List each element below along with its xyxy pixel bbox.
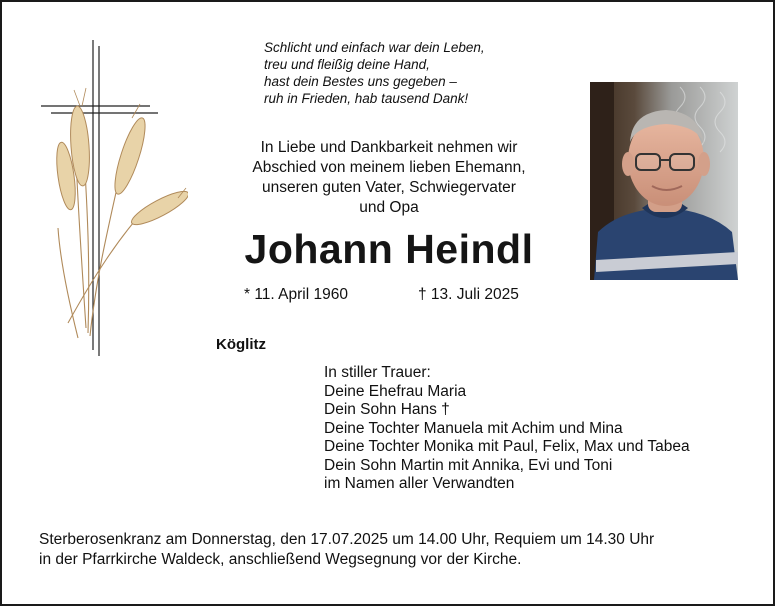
- mourners-line: In stiller Trauer:: [324, 364, 431, 381]
- intro-line: In Liebe und Dankbarkeit nehmen wir: [260, 139, 518, 156]
- mourners-list: [324, 364, 690, 494]
- poem-line: hast dein Bestes uns gegeben –: [264, 74, 457, 89]
- death-date: † 13. Juli 2025: [418, 286, 519, 303]
- deceased-name: Johann Heindl: [244, 226, 534, 272]
- portrait-photo: [590, 82, 738, 280]
- mourners-line: Deine Tochter Manuela mit Achim und Mina: [324, 419, 623, 437]
- poem-line: ruh in Frieden, hab tausend Dank!: [264, 91, 469, 106]
- intro-line: und Opa: [359, 199, 419, 216]
- poem-line: treu und fleißig deine Hand,: [264, 57, 430, 72]
- cross-with-wheat-icon: [38, 38, 188, 358]
- portrait-image: [590, 82, 738, 280]
- footer-line: Sterberosenkranz am Donnerstag, den 17.07.2025 um 14.00 Uhr, Requiem um 14.30 Uhr: [39, 531, 655, 548]
- mourners-line: Dein Sohn Martin mit Annika, Evi und Toni: [324, 456, 613, 474]
- mourners-line: Dein Sohn Hans †: [324, 401, 450, 418]
- birth-date: * 11. April 1960: [244, 286, 348, 303]
- poem-line: Schlicht und einfach war dein Leben,: [264, 40, 485, 55]
- intro-text: [216, 138, 562, 218]
- poem: [264, 39, 485, 107]
- intro-line: Abschied von meinem lieben Ehemann,: [252, 159, 526, 176]
- mourners-line: im Namen aller Verwandten: [324, 475, 515, 492]
- mourners-line: Deine Tochter Monika mit Paul, Felix, Max und Tabea: [324, 438, 690, 455]
- place-name: Köglitz: [216, 336, 266, 353]
- mourners-line: Deine Ehefrau Maria: [324, 382, 467, 400]
- intro-line: unseren guten Vater, Schwiegervater: [262, 179, 516, 196]
- footer-line: in der Pfarrkirche Waldeck, anschließend Wegsegnung vor der Kirche.: [39, 551, 522, 568]
- service-details: [39, 530, 654, 570]
